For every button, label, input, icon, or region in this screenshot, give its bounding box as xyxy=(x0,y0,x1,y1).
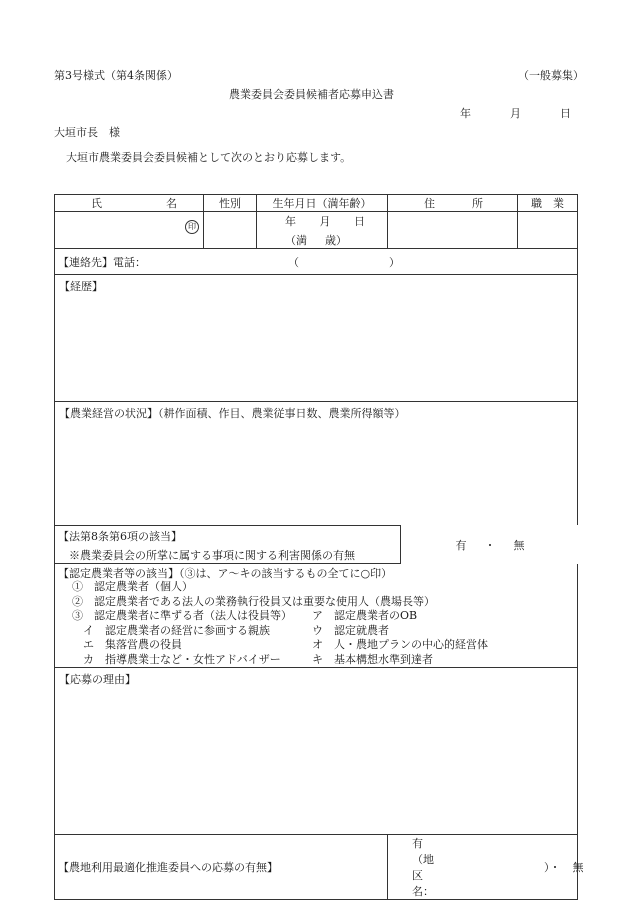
col-name-2: 名 xyxy=(166,197,177,210)
reason-row xyxy=(55,668,578,835)
cert-item[interactable]: エ 集落営農の役員 オ 人・農地プランの中心的経営体 xyxy=(72,638,488,652)
conflict-choice[interactable] xyxy=(400,525,579,564)
gender-field[interactable] xyxy=(204,212,257,249)
cert-item[interactable]: カ 指導農業士など・女性アドバイザー キ 基本構想水準到達者 xyxy=(72,652,433,666)
age-close: 歳） xyxy=(325,234,347,247)
applicant-row xyxy=(55,212,578,249)
reason-field[interactable] xyxy=(55,668,578,835)
table-header-row xyxy=(55,195,578,212)
promotion-yes[interactable]: 有（地区名： xyxy=(412,837,434,898)
form-title: 農業委員会委員候補者応募申込書 xyxy=(229,88,394,101)
promotion-close: ）・ xyxy=(544,861,561,874)
addressee: 大垣市長 様 xyxy=(54,126,120,139)
intro-text: 大垣市農業委員会委員候補として次のとおり応募します。 xyxy=(66,151,352,164)
cert-item[interactable]: イ 認定農業者の経営に参画する親族 ウ 認定就農者 xyxy=(72,623,389,637)
farm-row xyxy=(55,402,578,526)
col-address-1: 住 xyxy=(424,197,435,210)
law-no[interactable]: 無 xyxy=(513,538,525,552)
contact-row xyxy=(55,249,578,275)
cert-item[interactable]: ② 認定農業者である法人の業務執行役員又は重要な使用人（農場長等） xyxy=(72,594,435,608)
birth-month: 月 xyxy=(319,215,331,228)
law-label: 【法第8条第6項の該当】 xyxy=(58,530,182,543)
date-day[interactable]: 日 xyxy=(560,107,571,120)
cert-label: 【認定農業者等の該当】（③は、ア～キの該当するもの全てに○印） xyxy=(58,567,393,580)
date-year[interactable]: 年 xyxy=(460,107,471,120)
col-job: 職 業 xyxy=(531,197,564,210)
farm-label: 【農業経営の状況】（耕作面積、作目、農業従事日数、農業所得額等） xyxy=(59,407,406,420)
form-number: 第3号様式（第4条関係） xyxy=(54,69,178,82)
application-form-table xyxy=(54,194,584,900)
career-label: 【経歴】 xyxy=(59,280,103,293)
cert-item[interactable]: ① 認定農業者（個人） xyxy=(72,580,193,594)
birth-day: 日 xyxy=(354,215,365,228)
contact-label: 【連絡先】電話： xyxy=(58,255,146,269)
law-dot: ・ xyxy=(484,538,496,552)
reason-label: 【応募の理由】 xyxy=(59,673,136,686)
cert-item[interactable]: ③ 認定農業者に準ずる者（法人は役員等） ア 認定農業者のOB xyxy=(72,609,418,623)
col-gender: 性別 xyxy=(219,197,241,210)
job-field[interactable] xyxy=(518,212,578,249)
promotion-row xyxy=(55,835,578,900)
form-category: （一般募集） xyxy=(518,69,584,82)
law-note: ※農業委員会の所掌に属する事項に関する利害関係の有無 xyxy=(69,549,355,562)
seal-mark: 印 xyxy=(185,220,199,234)
col-birth: 生年月日（満年齢） xyxy=(272,197,372,210)
col-name-1: 氏 xyxy=(91,197,102,210)
career-row xyxy=(55,275,578,402)
birthdate-field[interactable] xyxy=(257,212,388,249)
farm-status-field[interactable] xyxy=(55,402,578,526)
name-field[interactable] xyxy=(55,212,204,249)
birth-year: 年 xyxy=(285,215,296,228)
law-yes[interactable]: 有 xyxy=(455,538,467,552)
col-address-2: 所 xyxy=(472,197,483,210)
law-row xyxy=(55,526,578,564)
date-month[interactable]: 月 xyxy=(510,107,521,120)
promotion-label: 【農地利用最適化推進委員への応募の有無】 xyxy=(58,861,278,874)
promotion-no[interactable]: 無 xyxy=(572,861,584,874)
contact-paren-close: ） xyxy=(389,255,400,269)
career-field[interactable] xyxy=(55,275,578,402)
contact-paren-open: （ xyxy=(288,255,299,269)
age-open: （満 xyxy=(285,234,307,247)
certification-row xyxy=(55,564,578,668)
address-field[interactable] xyxy=(388,212,518,249)
